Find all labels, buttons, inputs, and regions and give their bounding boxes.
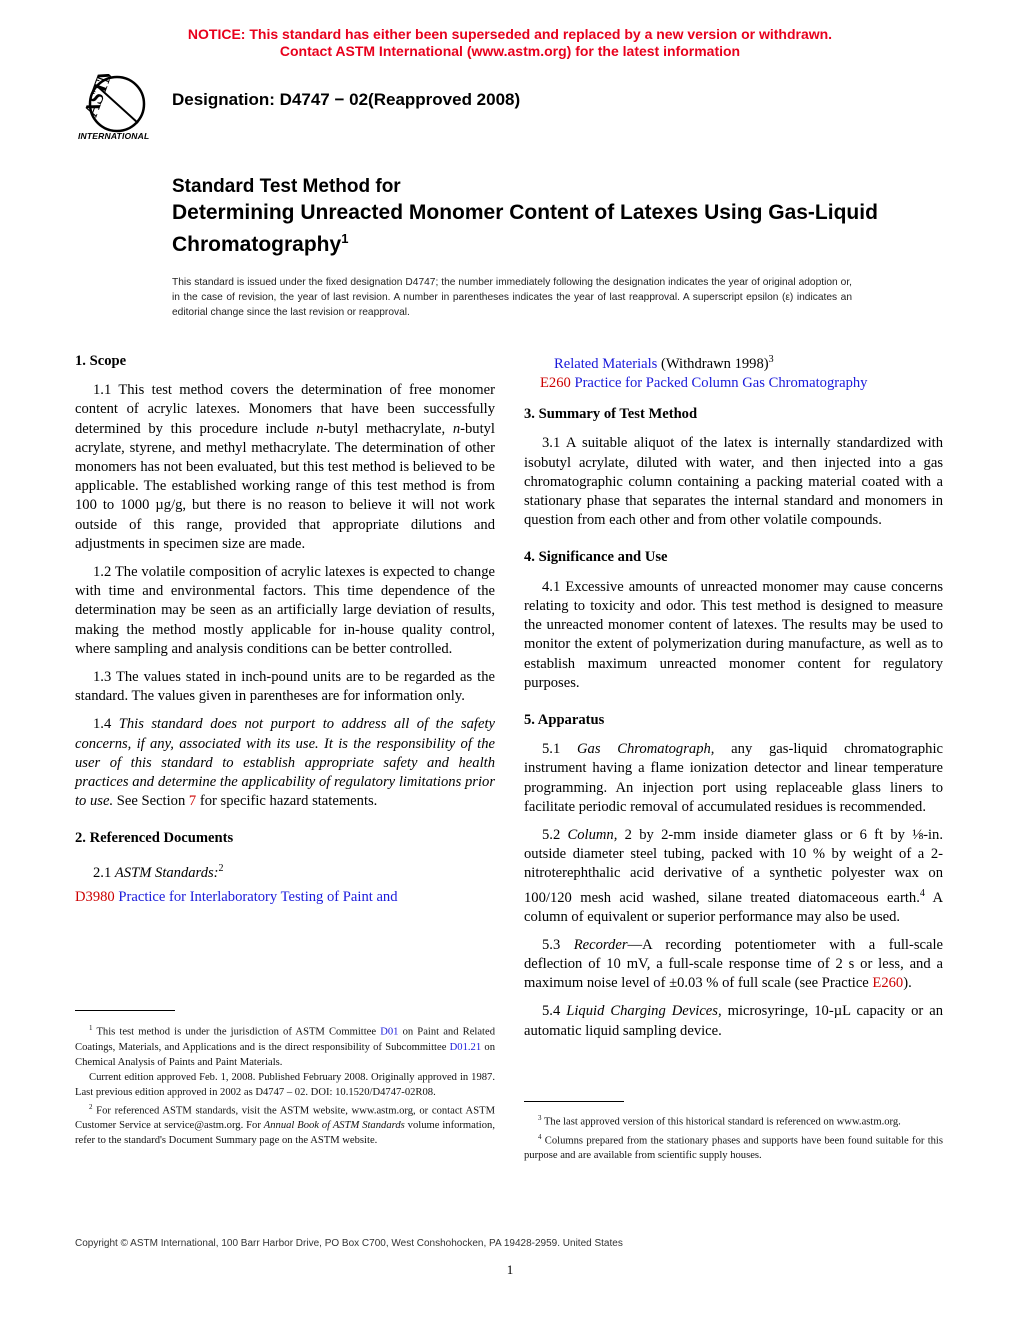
notice-line-1: NOTICE: This standard has either been superseded and replaced by a new version or withdrawn.: [187, 26, 833, 42]
footnotes-right: [524, 1111, 943, 1163]
e260-link[interactable]: E260: [872, 975, 904, 992]
designation: Designation: D4747 − 02(Reapproved 2008): [172, 90, 521, 109]
reference-d3980-continued[interactable]: Related Materials (Withdrawn 1998)$^3$: [554, 354, 774, 372]
paragraph-2-1: 2.1 ASTM Standards:$^2$: [93, 862, 224, 881]
issued-statement: This standard is issued under the fixed designation D4747; the number immediately following the designation indicates the year of original adoption or, in the case of revision, the year of last revision. A number in parentheses indicates the year of last reapproval. A superscript epsilon (ε) indicates an editorial change since the last revision or reapproval.: [172, 277, 852, 318]
footnotes-left: [75, 1021, 495, 1148]
footnote-divider-right: [524, 1101, 624, 1102]
paragraph-1-2: 1.2 The volatile composition of acrylic latexes is expected to change with time and environmental factors. This time dependence of the determination may be seen as an artificially large deviation of results, making the method mostly applicable for in-house quality control, where sampling and analysis conditions can be better controlled.: [75, 564, 495, 657]
paragraph-5-3: 5.3 Recorder—A recording potentiometer with a full-scale deflection of 10 mV, a full-scale response time of 2 s or less, and a maximum noise level of ±0.03 % of full scale (see Practice E260).: [524, 936, 943, 992]
supersession-notice: [0, 26, 1020, 60]
section-7-link[interactable]: 7: [188, 793, 197, 810]
copyright-line: Copyright © ASTM International, 100 Barr Harbor Drive, PO Box C700, West Conshohocken, PA 19428-2959. United States: [75, 1238, 623, 1249]
astm-logo: [72, 74, 162, 144]
section-5-heading: 5. Apparatus: [524, 711, 605, 728]
paragraph-5-2: 5.2 Column, 2 by 2-mm inside diameter glass or 6 ft by ⅛-in. outside diameter steel tubing, packed with 10 % by weight of a 2-nitroterephthalic acid derivative of a synthetic polyester wax on 100/120 mesh acid washed, silane treated diatomaceous earth.$^4$ A column of equivalent or superior performance may also be used.: [524, 826, 943, 925]
page-number: 1: [506, 1262, 514, 1277]
paragraph-4-1: 4.1 Excessive amounts of unreacted monomer may cause concerns relating to toxicity and odor. This test method is designed to measure the unreacted monomer content of latexes. The results may be used to monitor the extent of polymerization during manufacture, as well as to establish maximum unreacted monomer content for regulatory purposes.: [524, 578, 943, 691]
footnote-2: $^2$ For referenced ASTM standards, visit the ASTM website, www.astm.org, or contact ASTM Customer Service at service@astm.org. For Annual Book of ASTM Standards volume information, refer to the standard's Document Summary page on the ASTM website.: [75, 1102, 495, 1147]
section-4-heading: 4. Significance and Use: [524, 549, 668, 566]
logo-subtitle: INTERNATIONAL: [78, 131, 150, 141]
paragraph-5-4: 5.4 Liquid Charging Devices, microsyringe, 10-µL capacity or an automatic liquid sampling device.: [524, 1003, 944, 1039]
document-title: [172, 200, 892, 258]
footnote-1-edition: Current edition approved Feb. 1, 2008. Published February 2008. Originally approved in 1987. Last previous edition approved in 2002 as D4747 – 02. DOI: 10.1520/D4747-02R08.: [75, 1071, 495, 1098]
footnote-1: $^1$ This test method is under the jurisdiction of ASTM Committee D01 on Paint and Related Coatings, Materials, and Applications and is the direct responsibility of Subcommittee D01.21 on Chemical Analysis of Paints and Paint Materials.: [75, 1024, 495, 1068]
reference-e260[interactable]: E260 Practice for Packed Column Gas Chromatography: [540, 375, 868, 392]
section-2-heading: 2. Referenced Documents: [75, 830, 234, 847]
title-line-1: Standard Test Method for: [172, 176, 401, 197]
paragraph-3-1: 3.1 A suitable aliquot of the latex is internally standardized with isobutyl acrylate, diluted with water, and then injected into a gas chromatographic column containing a packing material coated with a stationary phase that separates the internal standard and monomers in question from each other and from other volatile compounds.: [524, 435, 943, 529]
paragraph-1-1: 1.1 This test method covers the determination of free monomer content of acrylic latexes. Monomers that have been successfully determined by this procedure include n-butyl methacrylate, n-butyl acrylate, styrene, and methyl methacrylate. The determination of other monomers has not been evaluated, but this test method is believed to be applicable. The established working range of this test method is from 100 to 1000 µg/g, but there is no reason to believe it will not work outside of this range, provided that appropriate dilutions and adjustments in specimen size are made.: [75, 382, 495, 552]
right-column: [524, 350, 943, 1050]
footnote-4: $^4$ Columns prepared from the stationary phases and supports have been found suitable for this purpose and are available from scientific supply houses.: [524, 1132, 943, 1162]
notice-line-2: Contact ASTM International (www.astm.org) for the latest information: [279, 43, 741, 59]
paragraph-1-4: 1.4 This standard does not purport to address all of the safety concerns, if any, associated with its use. It is the responsibility of the user of this standard to establish appropriate safety and health practices and determine the applicability of regulatory limitations prior to use. See Section 7 for specific hazard statements.: [75, 716, 495, 810]
footnote-divider-left: [75, 1010, 175, 1011]
paragraph-1-3: 1.3 The values stated in inch-pound units are to be regarded as the standard. The values given in parentheses are for information only.: [75, 669, 495, 705]
reference-d3980[interactable]: D3980 Practice for Interlaboratory Testing of Paint and: [75, 888, 398, 905]
logo-letter-a: ASTM: [80, 74, 120, 120]
paragraph-5-1: 5.1 Gas Chromatograph, any gas-liquid chromatographic instrument having a flame ionization detector and linear temperature programming. An injection port using replaceable glass liners to facilitate periodic removal of accumulated residues is recommended.: [524, 741, 943, 815]
d01-link[interactable]: D01: [380, 1026, 399, 1038]
left-column: [75, 352, 495, 916]
footnote-3: $^3$ The last approved version of this historical standard is referenced on www.astm.org.: [538, 1114, 901, 1128]
section-1-heading: 1. Scope: [75, 353, 127, 369]
d01-21-link[interactable]: D01.21: [449, 1041, 482, 1053]
section-3-heading: 3. Summary of Test Method: [524, 406, 698, 423]
title-line-2: Determining Unreacted Monomer Content of Latexes Using Gas-Liquid Chromatography: [172, 201, 878, 256]
title-footnote-mark: 1: [341, 231, 349, 246]
